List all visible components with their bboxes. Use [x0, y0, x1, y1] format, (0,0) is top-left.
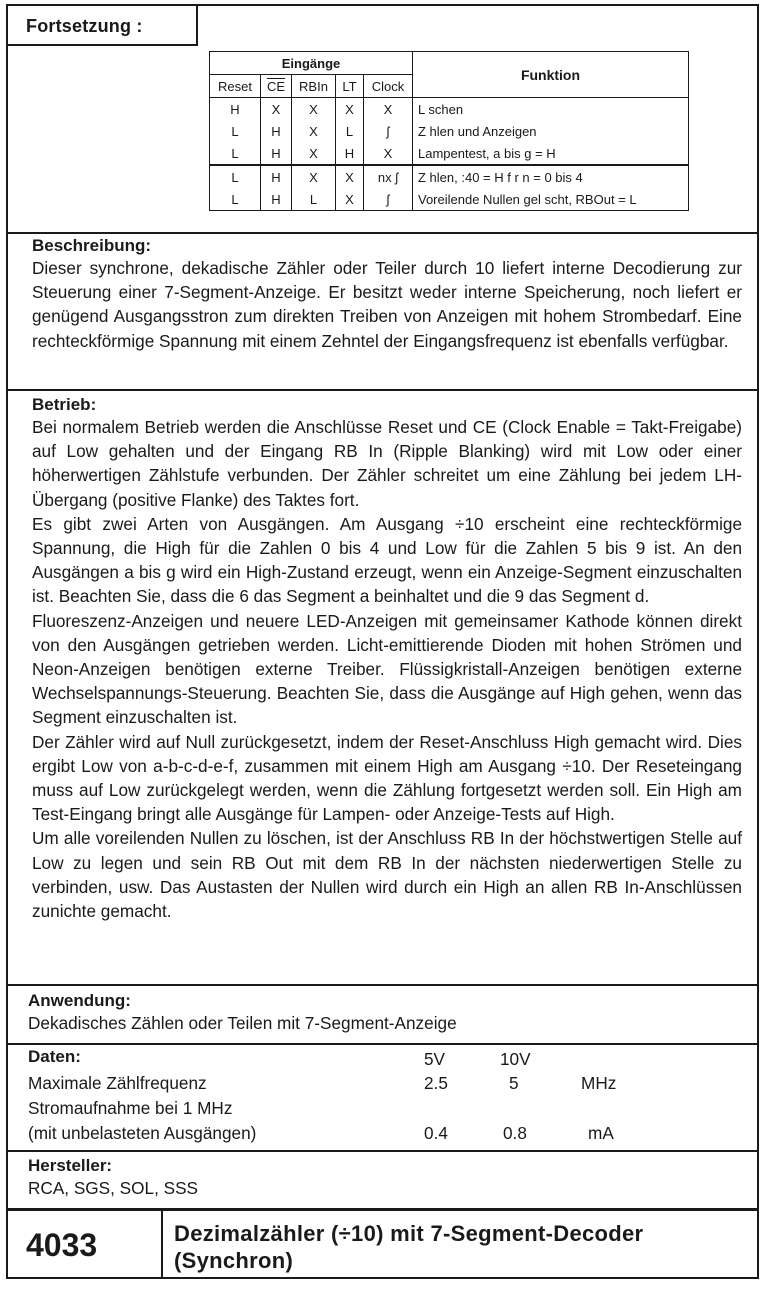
continuation-label: Fortsetzung :: [8, 6, 198, 46]
col-ce: [261, 75, 292, 98]
footer-divider: [161, 1209, 163, 1279]
table-cell: X: [261, 98, 292, 121]
section-anwendung: [28, 991, 743, 1035]
betrieb-text: [32, 415, 742, 923]
part-title-line-2: (Synchron): [174, 1248, 294, 1273]
beschreibung-paragraph: Dieser synchrone, dekadische Zähler oder Teiler durch 10 liefert interne Decodierung zur Steuerung einer 7-Segment-Anzeige. Er besitzt weder interne Speicherung, noch liefert er genügend Ausgangsstron zum direkten Treiben von Anzeigen mit hohem Strombedarf. Eine rechteckförmige Spannung mit einem Zehntel der Eingangsfrequenz ist ebenfalls verfügbar.: [32, 258, 742, 351]
betrieb-paragraph-3: Fluoreszenz-Anzeigen und neuere LED-Anzeigen mit gemeinsamer Kathode können direkt von den Ausgängen getrieben werden. Licht-emittierende Dioden mit hohen Strömen und Neon-Anzeigen benötigen externe Treiber. Flüssigkristall-Anzeigen benötigen externe Wechselspannungs-Steuerung. Beachten Sie, dass die Ausgänge auf High gehen, wenn das Segment einzuschalten ist.: [32, 610, 742, 728]
hersteller-heading: Hersteller:: [28, 1156, 113, 1175]
table-cell: X: [336, 165, 364, 188]
table-cell: X: [336, 188, 364, 211]
table-cell: X: [364, 98, 413, 121]
table-function: Z hlen, :40 = H f r n = 0 bis 4: [413, 165, 689, 188]
table-cell: L: [210, 165, 261, 188]
table-cell: L: [336, 120, 364, 142]
section-hersteller: [28, 1156, 743, 1200]
divider-thick: [8, 1208, 757, 1211]
daten-row-unit: mA: [588, 1123, 614, 1143]
daten-heading: Daten:: [28, 1047, 81, 1066]
table-function: Lampentest, a bis g = H: [413, 142, 689, 165]
betrieb-paragraph-2: Es gibt zwei Arten von Ausgängen. Am Ausgang ÷10 erscheint eine rechteckförmige Spannung, die High für die Zahlen 0 bis 4 und Low für die Zahlen 5 bis 9 ist. An den Ausgängen a bis g wird ein High-Zustand erzeugt, wenn ein Anzeige-Segment einzuschalten ist. Beachten Sie, dass die 6 das Segment a beinhaltet und die 9 das Segment d.: [32, 513, 742, 607]
table-cell: L: [292, 188, 336, 211]
datasheet-frame: [6, 4, 759, 1279]
table-function: L schen: [413, 98, 689, 121]
table-cell: X: [364, 142, 413, 165]
table-cell: H: [261, 120, 292, 142]
betrieb-paragraph-4: Der Zähler wird auf Null zurückgesetzt, indem der Reset-Anschluss High gemacht wird. Dies ergibt Low von a-b-c-d-e-f, zusammen mit einem High am Ausgang ÷10. Der Reseteingang muss auf Low zurückgelegt werden, wenn die Zählung fortgesetzt werden soll. Ein High am Test-Eingang bringt alle Ausgänge für Lampen- oder Anzeige-Tests auf High.: [32, 731, 742, 825]
part-title: [174, 1220, 754, 1274]
section-beschreibung: [32, 236, 742, 353]
table-cell: H: [261, 142, 292, 165]
table-cell: L: [210, 188, 261, 211]
anwendung-heading: Anwendung:: [28, 991, 131, 1010]
table-cell: H: [261, 188, 292, 211]
divider: [8, 1150, 757, 1152]
section-betrieb: [32, 395, 742, 923]
divider: [8, 232, 757, 234]
daten-col-5v: 5V: [424, 1049, 446, 1069]
divider: [8, 389, 757, 391]
table-cell: X: [292, 165, 336, 188]
table-cell: X: [292, 120, 336, 142]
function-header: Funktion: [413, 52, 689, 98]
table-cell: ʃ: [364, 188, 413, 211]
inputs-group-header: Eingänge: [210, 52, 413, 75]
divider: [8, 1043, 757, 1045]
beschreibung-text: [32, 256, 742, 353]
section-daten: [28, 1047, 743, 1147]
table-cell: L: [210, 120, 261, 142]
table-cell: H: [261, 165, 292, 188]
col-lt: LT: [336, 75, 364, 98]
hersteller-text: RCA, SGS, SOL, SSS: [28, 1178, 199, 1198]
part-number: 4033: [26, 1227, 98, 1263]
daten-row-5v: 0.4: [424, 1123, 448, 1143]
betrieb-paragraph-5: Um alle voreilenden Nullen zu löschen, ist der Anschluss RB In der höchstwertigen Stelle auf Low zu legen und sein RB Out mit dem RB In der nächsten niederwertigen Stelle zu verbinden, usw. Das Austasten der Nullen wird durch ein High an allen RB In-Anschlüssen zunichte gemacht.: [32, 828, 742, 922]
daten-col-10v: 10V: [500, 1049, 531, 1069]
part-title-line-1: Dezimalzähler (÷10) mit 7-Segment-Decoder: [174, 1221, 644, 1246]
table-cell: H: [210, 98, 261, 121]
table-cell: ʃ: [364, 120, 413, 142]
daten-row-10v: 5: [509, 1073, 519, 1093]
daten-row-label: Maximale Zählfrequenz: [28, 1073, 207, 1093]
col-clock: Clock: [364, 75, 413, 98]
divider: [8, 984, 757, 986]
beschreibung-heading: Beschreibung:: [32, 236, 152, 255]
table-function: Voreilende Nullen gel scht, RBOut = L: [413, 188, 689, 211]
table-cell: X: [336, 98, 364, 121]
col-reset: Reset: [210, 75, 261, 98]
daten-row-10v: 0.8: [503, 1123, 527, 1143]
table-cell: X: [292, 142, 336, 165]
table-cell: nx ʃ: [364, 165, 413, 188]
table-cell: X: [292, 98, 336, 121]
daten-row-label: Stromaufnahme bei 1 MHz: [28, 1098, 233, 1118]
table-function: Z hlen und Anzeigen: [413, 120, 689, 142]
table-cell: L: [210, 142, 261, 165]
anwendung-text: Dekadisches Zählen oder Teilen mit 7-Segment-Anzeige: [28, 1013, 457, 1033]
table-cell: H: [336, 142, 364, 165]
function-table: [209, 51, 689, 211]
betrieb-paragraph-1: Bei normalem Betrieb werden die Anschlüsse Reset und CE (Clock Enable = Takt-Freigabe) auf Low gehalten und der Eingang RB In (Ripple Blanking) wird mit Low oder einer höherwertigen Zählstufe verbunden. Der Zähler schreitet um eine Zählung bei jedem LH-Übergang (positive Flanke) des Taktes fort.: [32, 417, 742, 510]
col-rbin: RBIn: [292, 75, 336, 98]
betrieb-heading: Betrieb:: [32, 395, 97, 414]
daten-row-5v: 2.5: [424, 1073, 448, 1093]
col-ce-label: $\overline{CE}$: [266, 78, 286, 94]
daten-row-label: (mit unbelasteten Ausgängen): [28, 1123, 257, 1143]
daten-row-unit: MHz: [581, 1073, 617, 1093]
